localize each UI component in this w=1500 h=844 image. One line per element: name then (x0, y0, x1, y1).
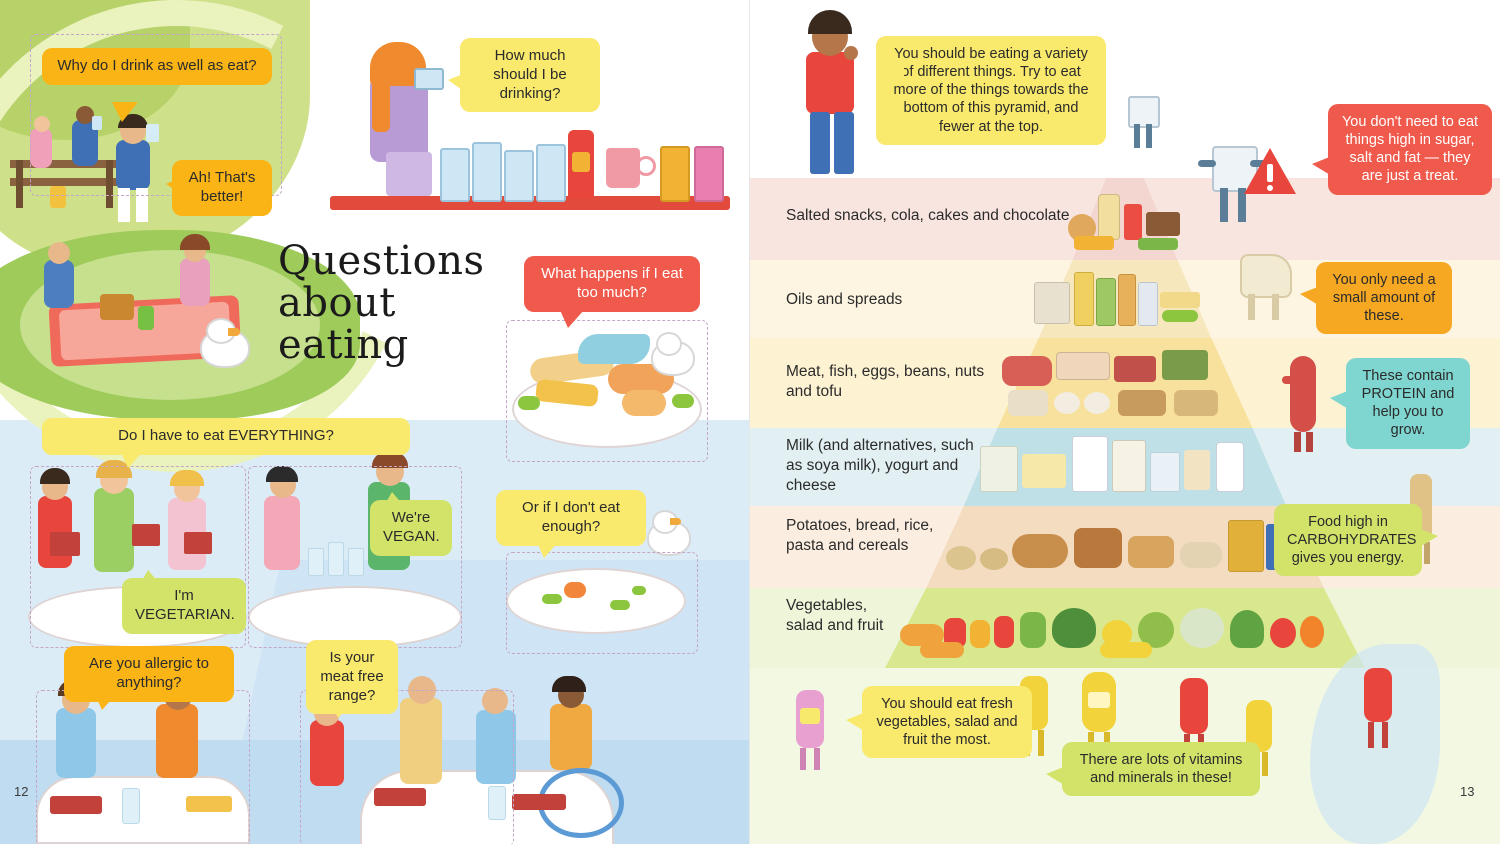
bubble-free-range-tail (330, 700, 354, 718)
illustration-veg-foods (900, 590, 1348, 666)
label-oils: Oils and spreads (786, 291, 903, 308)
left-page-number: 12 (14, 784, 29, 799)
illustration-boy-thinking (788, 6, 878, 176)
warning-exclamation (1267, 164, 1273, 182)
label-protein: Meat, fish, eggs, beans, nuts and tofu (786, 363, 985, 401)
bubble-allergic: Are you allergic to anything? (64, 646, 234, 702)
bubble-allergic-tail (94, 692, 118, 710)
bubble-eat-too-much: What happens if I eat too much? (524, 256, 700, 312)
illustration-dairy-foods (980, 432, 1264, 502)
bubble-vegetarian: I'm VEGETARIAN. (122, 578, 246, 634)
bubble-vegan: We're VEGAN. (370, 500, 452, 556)
sketch-frame-3 (248, 466, 462, 648)
bubble-veg: You should eat fresh vegetables, salad and fruit the most. (862, 686, 1032, 758)
page-title-line1: Questions (278, 238, 485, 284)
sketch-frame-7 (506, 552, 698, 654)
bubble-warning: You don't need to eat things high in sugar, salt and fat — they are just a treat. (1328, 104, 1492, 195)
label-carbs: Potatoes, bread, rice, pasta and cereals (786, 517, 934, 555)
bubble-oils-tail (1300, 286, 1320, 306)
bubble-carbs-tail (1418, 528, 1438, 548)
bubble-eat-everything-tail (120, 450, 144, 468)
bubble-ah-better-tail (166, 176, 184, 196)
bubble-warning-tail (1312, 156, 1332, 176)
bubble-vitamins: There are lots of vitamins and minerals in these! (1062, 742, 1260, 796)
illustration-carbs-foods (946, 512, 1298, 584)
right-page (750, 0, 1500, 844)
bubble-intro: You should be eating a variety of different things. Try to eat more of the things towards the bottom of this pyramid, and fewer at the top. (876, 36, 1106, 145)
bubble-protein: These contain PROTEIN and help you to grow. (1346, 358, 1470, 449)
illustration-treats-foods (1068, 190, 1188, 252)
bubble-not-enough-tail (536, 540, 560, 558)
bubble-carbs: Food high in CARBOHYDRATES gives you energy. (1274, 504, 1422, 576)
bubble-eat-too-much-tail (560, 310, 584, 328)
label-veg: Vegetables, salad and fruit (786, 597, 884, 635)
bubble-why-drink-tail (112, 102, 138, 122)
bubble-ah-better: Ah! That's better! (172, 160, 272, 216)
illustration-duck-mascot-1 (196, 318, 250, 372)
illustration-butter-character (1232, 250, 1298, 324)
bubble-eat-everything: Do I have to eat EVERYTHING? (42, 418, 410, 455)
bubble-protein-tail (1330, 390, 1350, 410)
bubble-why-drink: Why do I drink as well as eat? (42, 48, 272, 85)
sketch-frame-4 (36, 690, 250, 844)
bubble-not-enough: Or if I don't eat enough? (496, 490, 646, 546)
sketch-frame-6 (506, 320, 708, 462)
illustration-drinks (440, 120, 730, 200)
page-title-line2: about (278, 280, 396, 326)
illustration-protein-character (1280, 356, 1330, 452)
illustration-oils-foods (1034, 268, 1204, 330)
bubble-vegetarian-tail (140, 570, 160, 584)
illustration-protein-foods (1002, 346, 1242, 422)
page-title-line3: eating (278, 322, 409, 368)
bubble-vitamins-tail (1046, 766, 1066, 786)
bubble-intro-tail (882, 60, 904, 82)
right-page-number: 13 (1460, 784, 1475, 799)
label-dairy: Milk (and alternatives, such as soya milk), yogurt and cheese (786, 437, 974, 495)
bubble-how-much-drinking: How much should I be drinking? (460, 38, 600, 112)
illustration-duck-mascot-3 (644, 510, 690, 558)
bubble-oils: You only need a small amount of these. (1316, 262, 1452, 334)
illustration-vitamin-e-character (1354, 668, 1404, 752)
page-title (278, 240, 508, 366)
bubble-vegan-tail (384, 492, 404, 506)
illustration-vitamin-b-character (786, 690, 836, 774)
bubble-veg-tail (846, 712, 866, 732)
label-treats: Salted snacks, cola, cakes and chocolate (786, 207, 1070, 224)
warning-exclamation-dot (1267, 185, 1273, 191)
bubble-free-range: Is your meat free range? (306, 640, 398, 714)
bubble-how-much-drinking-tail (448, 72, 468, 94)
illustration-sugar-cube-small (1122, 92, 1162, 154)
